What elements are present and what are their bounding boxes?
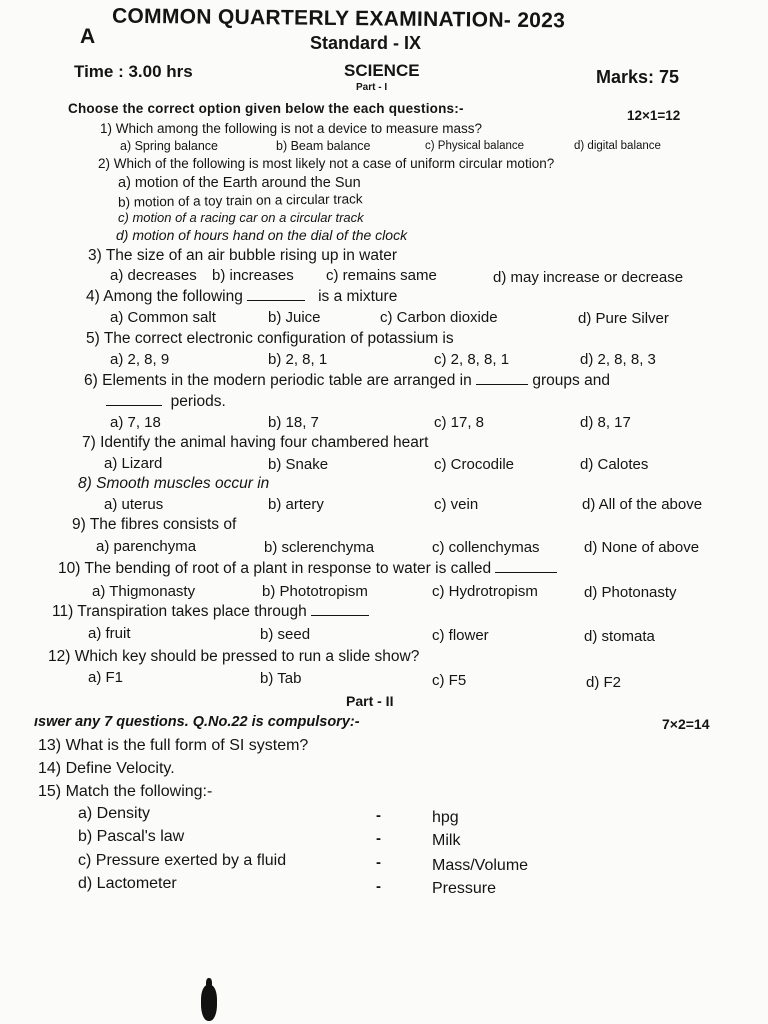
question-1	[100, 122, 482, 136]
question-10	[58, 561, 557, 577]
option-9d: d) None of above	[584, 539, 700, 556]
option-6b: b) 18, 7	[268, 414, 319, 431]
match-right-1: hpg	[432, 809, 459, 826]
question-5	[86, 331, 454, 347]
question-number: 10)	[58, 560, 81, 577]
question-12	[48, 649, 419, 665]
option-11d: d) stomata	[584, 628, 655, 645]
ink-mark	[201, 985, 217, 1021]
standard-label: Standard - IX	[310, 33, 422, 53]
option-4b: b) Juice	[268, 309, 321, 326]
option-1b: b) Beam balance	[276, 139, 371, 153]
part1-instruction: Choose the correct option given below the each questions:-	[68, 101, 464, 116]
option-12c: c) F5	[432, 672, 467, 689]
match-right-4: Pressure	[432, 880, 497, 897]
match-right-2: Milk	[432, 832, 461, 849]
option-8d: d) All of the above	[582, 496, 703, 513]
set-letter: A	[80, 25, 96, 48]
question-text: Which of the following is most likely not a case of uniform circular motion?	[113, 156, 555, 171]
match-left-c: c) Pressure exerted by a fluid	[78, 852, 287, 869]
question-number: 13)	[38, 737, 62, 754]
option-2a: a) motion of the Earth around the Sun	[118, 175, 361, 191]
part1-score: 12×1=12	[627, 108, 681, 123]
question-text: Which among the following is not a device to measure mass?	[115, 121, 482, 136]
question-text: Identify the animal having four chambered heart	[100, 434, 429, 451]
match-dash: -	[376, 807, 381, 824]
question-number: 5)	[86, 330, 100, 347]
option-10a: a) Thigmonasty	[92, 583, 196, 600]
option-7a: a) Lizard	[104, 455, 163, 472]
option-12d: d) F2	[586, 674, 622, 691]
answer-blank	[495, 572, 557, 573]
option-2b: b) motion of a toy train on a circular track	[117, 191, 363, 210]
subject-label: SCIENCE	[344, 61, 420, 80]
option-8a: a) uterus	[104, 496, 164, 513]
option-5d: d) 2, 8, 8, 3	[580, 351, 656, 368]
question-number: 15)	[38, 783, 62, 800]
part1-label: Part - I	[356, 82, 388, 93]
question-text: The bending of root of a plant in response to water is called	[84, 560, 492, 577]
question-number: 8)	[78, 475, 92, 492]
question-text: groups and	[532, 372, 610, 389]
option-5b: b) 2, 8, 1	[268, 351, 328, 368]
question-text: is a mixture	[318, 288, 398, 305]
option-5a: a) 2, 8, 9	[110, 351, 170, 368]
option-4d: d) Pure Silver	[578, 310, 669, 327]
option-1a: a) Spring balance	[120, 139, 218, 153]
option-12b: b) Tab	[260, 670, 302, 687]
question-15	[38, 784, 212, 800]
question-number: 4)	[86, 288, 100, 305]
match-dash: -	[376, 830, 381, 847]
option-11b: b) seed	[260, 626, 311, 643]
time-label: Time : 3.00 hrs	[74, 62, 193, 81]
question-number: 14)	[38, 760, 62, 777]
answer-blank	[247, 300, 305, 301]
question-number: 11)	[52, 603, 74, 620]
question-text: Transpiration takes place through	[77, 603, 307, 620]
exam-title: COMMON QUARTERLY EXAMINATION- 2023	[111, 4, 566, 33]
question-8	[78, 476, 269, 492]
question-number: 3)	[88, 247, 102, 264]
option-3c: c) remains same	[326, 267, 437, 284]
match-left-d: d) Lactometer	[78, 875, 177, 892]
question-2	[98, 157, 554, 171]
option-6d: d) 8, 17	[580, 414, 631, 431]
option-7c: c) Crocodile	[434, 456, 515, 473]
question-number: 1)	[100, 121, 113, 136]
option-10d: d) Photonasty	[584, 584, 677, 601]
question-number: 7)	[82, 434, 96, 451]
option-7d: d) Calotes	[580, 456, 649, 473]
answer-blank	[311, 615, 369, 616]
question-6	[84, 373, 610, 389]
question-text: Smooth muscles occur in	[96, 475, 270, 492]
match-dash: -	[376, 854, 381, 871]
match-left-a: a) Density	[78, 805, 151, 822]
option-12a: a) F1	[88, 669, 124, 686]
question-text: Match the following:-	[65, 783, 213, 800]
match-left-b: b) Pascal's law	[78, 828, 185, 845]
option-9c: c) collenchymas	[432, 539, 540, 556]
match-dash: -	[376, 878, 381, 895]
question-9	[72, 517, 236, 533]
marks-label: Marks: 75	[596, 67, 680, 87]
option-2c: c) motion of a racing car on a circular track	[118, 210, 364, 225]
option-8b: b) artery	[268, 496, 324, 513]
question-4	[86, 289, 397, 305]
option-11c: c) flower	[432, 627, 489, 644]
option-7b: b) Snake	[268, 456, 329, 473]
option-8c: c) vein	[434, 496, 479, 513]
option-9a: a) parenchyma	[96, 538, 197, 555]
answer-blank	[476, 384, 528, 385]
option-1c: c) Physical balance	[425, 140, 525, 152]
question-text: Which key should be pressed to run a slide show?	[74, 648, 420, 665]
question-text: What is the full form of SI system?	[65, 737, 309, 754]
question-number: 12)	[48, 648, 71, 665]
option-11a: a) fruit	[88, 625, 131, 642]
question-text: The size of an air bubble rising up in water	[105, 247, 398, 264]
question-number: 6)	[84, 372, 98, 389]
option-3b: b) increases	[212, 267, 294, 284]
answer-blank	[106, 405, 162, 406]
part2-label: Part - II	[346, 693, 394, 709]
ink-mark	[206, 978, 212, 990]
option-6a: a) 7, 18	[110, 414, 161, 431]
question-6-cont	[106, 394, 226, 410]
question-text: periods.	[170, 393, 226, 410]
question-7	[82, 435, 428, 451]
option-3d: d) may increase or decrease	[493, 269, 684, 286]
question-14	[38, 761, 175, 777]
question-text: The correct electronic configuration of potassium is	[103, 330, 454, 347]
question-11	[52, 604, 369, 620]
question-number: 2)	[98, 156, 111, 171]
option-10b: b) Phototropism	[262, 583, 368, 600]
question-text: Define Velocity.	[65, 760, 175, 777]
question-number: 9)	[72, 516, 86, 533]
option-2d: d) motion of hours hand on the dial of the clock	[116, 227, 408, 243]
option-1d: d) digital balance	[574, 140, 661, 152]
question-text: Elements in the modern periodic table are arranged in	[102, 372, 472, 389]
option-4c: c) Carbon dioxide	[380, 309, 498, 326]
question-13	[38, 738, 308, 754]
option-3a: a) decreases	[110, 267, 197, 284]
option-6c: c) 17, 8	[434, 414, 485, 431]
question-text: The fibres consists of	[89, 516, 237, 533]
option-4a: a) Common salt	[110, 309, 216, 326]
option-10c: c) Hydrotropism	[432, 583, 538, 600]
question-3	[88, 248, 397, 264]
option-5c: c) 2, 8, 8, 1	[434, 351, 510, 368]
option-9b: b) sclerenchyma	[264, 539, 375, 556]
part2-instruction: ıswer any 7 questions. Q.No.22 is compulsory:-	[34, 714, 360, 730]
question-text: Among the following	[103, 288, 243, 305]
match-right-3: Mass/Volume	[432, 857, 529, 874]
part2-score: 7×2=14	[662, 716, 710, 732]
